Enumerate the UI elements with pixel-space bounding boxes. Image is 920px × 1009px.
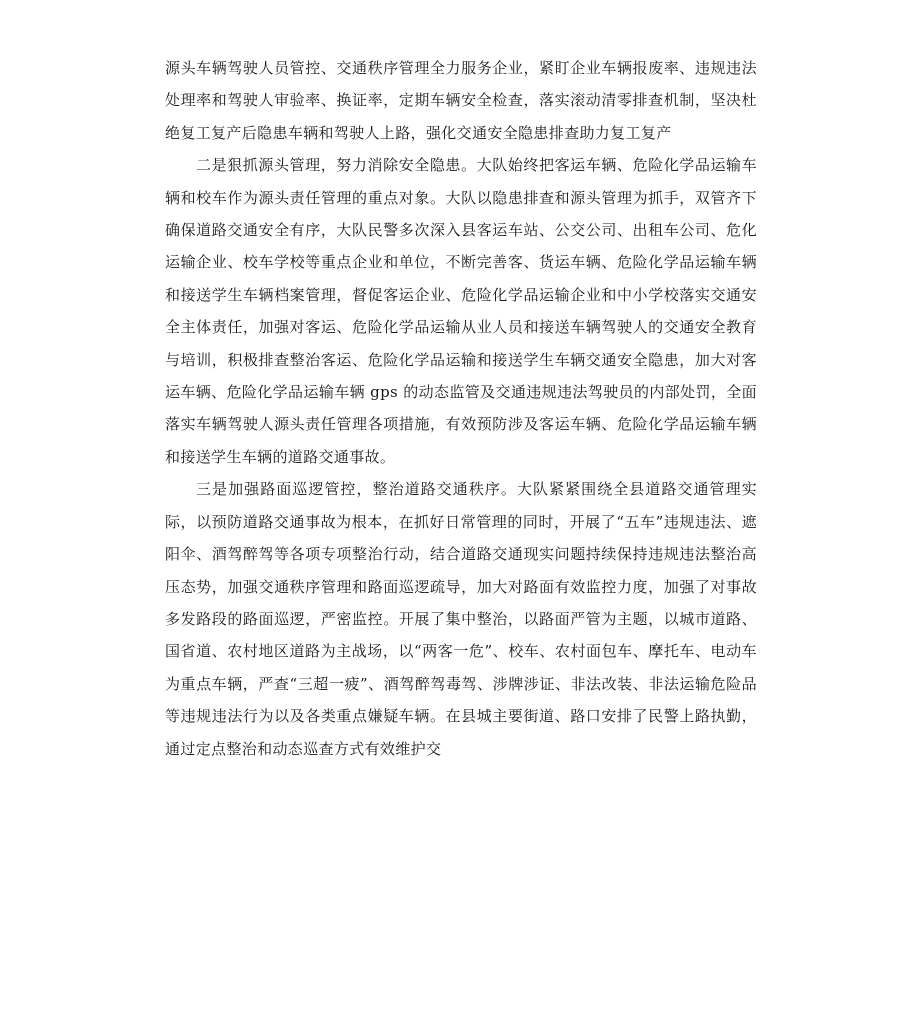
paragraph-2: 二是狠抓源头管理，努力消除安全隐患。大队始终把客运车辆、危险化学品运输车辆和校车作为源头责任管理的重点对象。大队以隐患排查和源头管理为抓手，双管齐下确保道路交通安全有序，大队民警多次深入县客运车站、公交公司、出租车公司、危化运输企业、校车学校等重点企业和单位，不断完善客、货运车辆、危险化学品运输车辆和接送学生车辆档案管理，督促客运企业、危险化学品运输企业和中小学校落实交通安全主体责任，加强对客运、危险化学品运输从业人员和接送车辆驾驶人的交通安全教育与培训，积极排查整治客运、危险化学品运输和接送学生车辆交通安全隐患，加大对客运车辆、危险化学品运输车辆 gps 的动态监管及交通违规违法驾驶员的内部处罚，全面落实车辆驾驶人源头责任管理各项措施，有效预防涉及客运车辆、危险化学品运输车辆和接送学生车辆的道路交通事故。 xyxy=(165,156,757,466)
paragraph-3: 三是加强路面巡逻管控，整治道路交通秩序。大队紧紧围绕全县道路交通管理实际，以预防道路交通事故为根本，在抓好日常管理的同时，开展了“五车”违规违法、遮阳伞、酒驾醉驾等各项专项整治行动，结合道路交通现实问题持续保持违规违法整治高压态势，加强交通秩序管理和路面巡逻疏导，加大对路面有效监控力度，加强了对事故多发路段的路面巡逻，严密监控。开展了集中整治，以路面严管为主题，以城市道路、国省道、农村地区道路为主战场，以“两客一危”、校车、农村面包车、摩托车、电动车为重点车辆，严查“三超一疲”、酒驾醉驾毒驾、涉牌涉证、非法改装、非法运输危险品等违规违法行为以及各类重点嫌疑车辆。在县城主要街道、路口安排了民警上路执勤，通过定点整治和动态巡查方式有效维护交 xyxy=(165,480,757,758)
document-body xyxy=(165,52,757,765)
paragraph-1: 源头车辆驾驶人员管控、交通秩序管理全力服务企业，紧盯企业车辆报废率、违规违法处理率和驾驶人审验率、换证率，定期车辆安全检查，落实滚动清零排查机制，坚决杜绝复工复产后隐患车辆和驾驶人上路，强化交通安全隐患排查助力复工复产 xyxy=(165,59,757,142)
